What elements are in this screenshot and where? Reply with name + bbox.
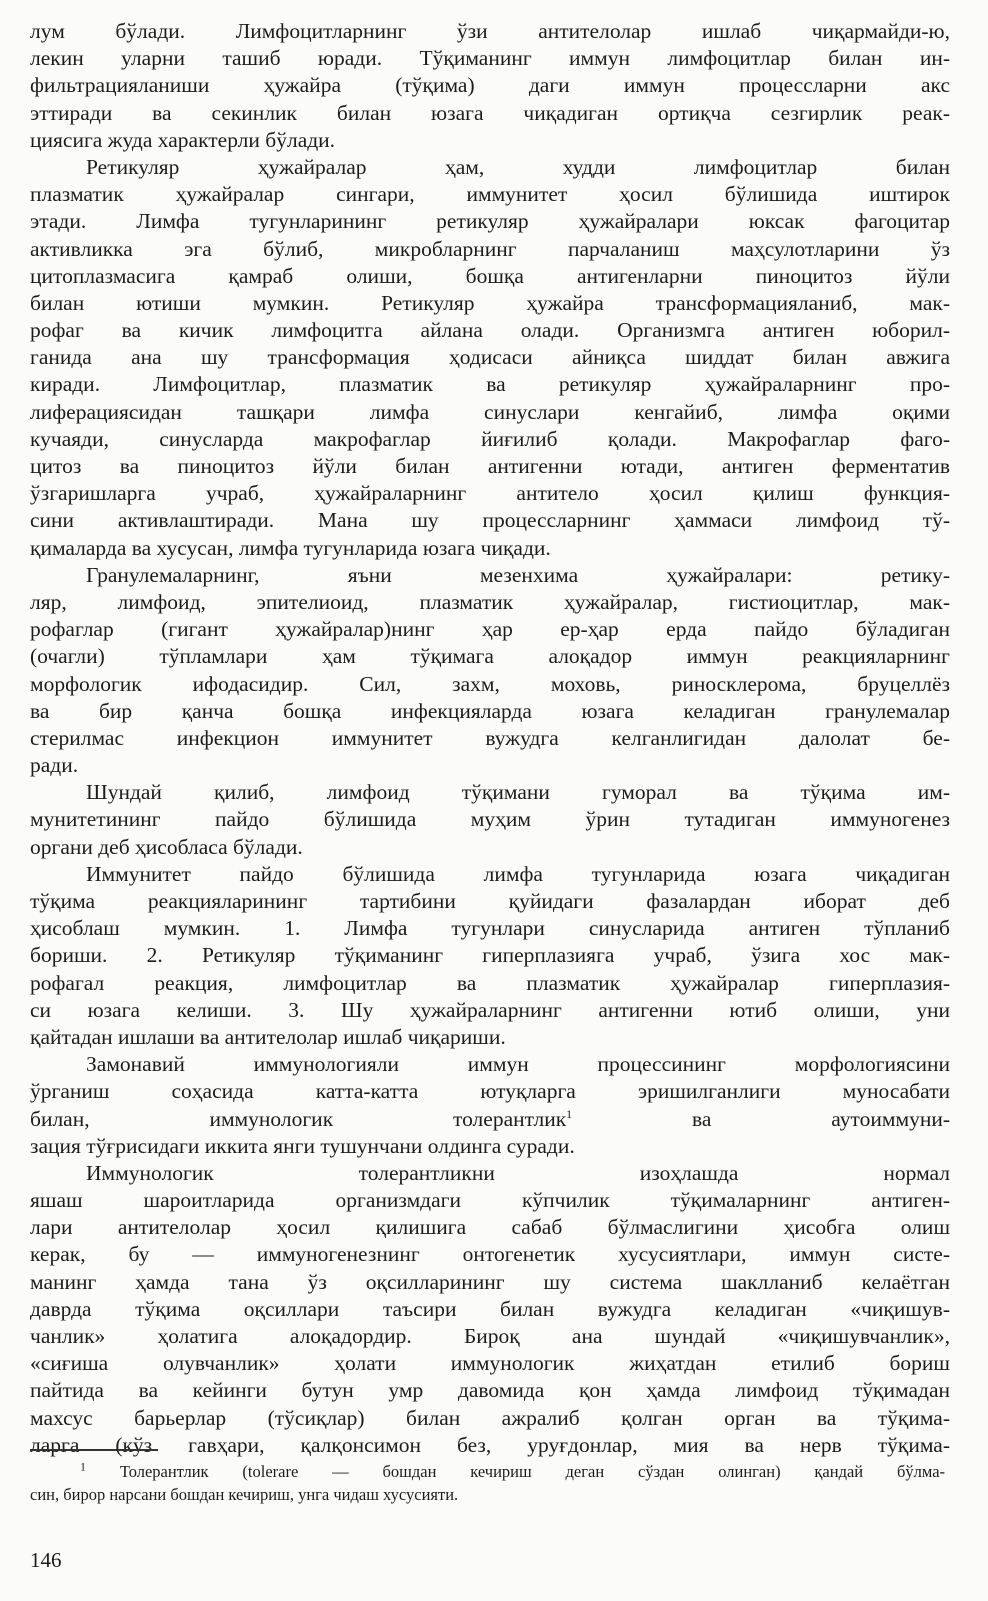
text-line: (очагли) тўпламлари ҳам тўқимага алоқадор иммун реакцияларнинг [30, 644, 950, 669]
text-line: чанлик» ҳолатига алоқадордир. Бироқ ана шундай «чиқишувчанлик», [30, 1324, 950, 1348]
text-line: плазматик ҳужайралар сингари, иммунитет ҳосил бўлишида иштирок [30, 182, 950, 207]
text-line: манинг ҳамда тана ўз оқсилларининг шу система шаклланиб келаётган [30, 1269, 950, 1294]
text-line: органи деб ҳисобласа бўлади. [30, 834, 303, 859]
text-line: махсус барьерлар (тўсиқлар) билан ажралиб қолган орган ва тўқима- [30, 1405, 950, 1430]
text-line: ўрганиш соҳасида катта-катта ютуқларга эришилганлиги муносабати [30, 1079, 950, 1104]
text-line: даврда тўқима оқсиллари таъсири билан вужудга келадиган «чиқишув- [30, 1296, 950, 1321]
page-number: 146 [30, 1548, 62, 1572]
text-line: ганида ана шу трансформация ҳодисаси айниқса шиддат билан авжига [30, 345, 950, 370]
text-line: қайтадан ишлаши ва антителолар ишлаб чиқариши. [30, 1024, 506, 1049]
text-line: билан ютиши мумкин. Ретикуляр ҳужайра трансформацияланиб, мак- [30, 290, 950, 315]
text-line: мунитетининг пайдо бўлишида муҳим ўрин тутадиган иммуногенез [30, 807, 950, 832]
text-line: цитоз ва пиноцитоз йўли билан антигенни ютади, антиген ферментатив [30, 454, 950, 478]
text-line: лиферациясидан ташқари лимфа синуслари кенгайиб, лимфа оқими [30, 399, 950, 424]
text-line: пайтида ва кейинги бутун умр давомида қон ҳамда лимфоид тўқимадан [30, 1378, 950, 1403]
text-line: ляр, лимфоид, эпителиоид, плазматик ҳужайралар, гистиоцитлар, мак- [30, 589, 950, 614]
text-segment: ва аутоиммуни- [692, 1106, 950, 1131]
footnote-divider [30, 1449, 158, 1451]
text-line: рофаг ва кичик лимфоцитга айлана олади. Организмга антиген юборил- [30, 318, 950, 343]
text-segment: билан, иммунологик толерантлик [30, 1106, 567, 1131]
text-line: керак, бу — иммуногенезнинг онтогенетик хусусиятлари, иммун систе- [30, 1242, 950, 1267]
text-line: зация тўғрисидаги иккита янги тушунчани олдинга суради. [30, 1133, 575, 1158]
text-line: стерилмас инфекцион иммунитет вужудга келганлигидан далолат бе- [30, 725, 950, 750]
text-line: «сиғиша олувчанлик» ҳолати иммунологик жиҳатдан етилиб бориш [30, 1351, 950, 1376]
paragraph-start-line: Иммунитет пайдо бўлишида лимфа тугунларида юзага чиқадиган [86, 861, 950, 886]
text-line: лекин уларни ташиб юради. Тўқиманинг иммун лимфоцитлар билан ин- [30, 46, 950, 71]
text-line: ларга (кўз гавҳари, қалқонсимон без, уруғдонлар, мия ва нерв тўқима- [30, 1432, 950, 1457]
footnote-marker: 1 [80, 1459, 86, 1474]
paragraph-start-line: Гранулемаларнинг, яъни мезенхима ҳужайралари: ретику- [86, 562, 950, 587]
footnote [30, 1460, 945, 1506]
text-line: морфологик ифодасидир. Сил, захм, моховь, риносклерома, бруцеллёз [30, 671, 950, 696]
text-line: кучаяди, синусларда макрофаглар йиғилиб қолади. Макрофаглар фаго- [30, 426, 950, 451]
text-line: ради. [30, 753, 79, 778]
text-line: лари антителолар ҳосил қилишига сабаб бўлмаслигини ҳисобга олиш [30, 1215, 950, 1240]
text-line: киради. Лимфоцитлар, плазматик ва ретикуляр ҳужайраларнинг про- [30, 372, 950, 397]
text-line: си юзага келиши. 3. Шу ҳужайраларнинг антигенни ютиб олиши, уни [30, 997, 950, 1022]
paragraph-start-line: Шундай қилиб, лимфоид тўқимани гуморал ва тўқима им- [86, 780, 950, 805]
footnote-line [30, 1460, 945, 1483]
text-line: фильтрацияланиши ҳужайра (тўқима) даги иммун процессларни акс [30, 73, 950, 98]
text-line: циясига жуда характерли бўлади. [30, 127, 336, 152]
text-line: қималарда ва хусусан, лимфа тугунларида юзага чиқади. [30, 535, 551, 560]
footnote-text: Толерантлик (tolerare — бошдан кечириш деган сўздан олинган) қандай бўлма- [119, 1462, 946, 1481]
text-line: лум бўлади. Лимфоцитларнинг ўзи антителолар ишлаб чиқармайди-ю, [30, 19, 950, 43]
text-line: рофаглар (гигант ҳужайралар)нинг ҳар ер-ҳар ерда пайдо бўладиган [30, 617, 950, 642]
text-line: ўзгаришларга учраб, ҳужайраларнинг антитело ҳосил қилиш функция- [30, 481, 950, 506]
text-line: рофагал реакция, лимфоцитлар ва плазматик ҳужайралар гиперплазия- [30, 970, 950, 995]
paragraph-start-line: Иммунологик толерантликни изоҳлашда нормал [86, 1160, 950, 1185]
text-line: ҳисоблаш мумкин. 1. Лимфа тугунлари синусларида антиген тўпланиб [30, 916, 950, 941]
text-line: тўқима реакцияларининг тартибини қуйидаги фазалардан иборат деб [30, 889, 950, 913]
paragraph-start-line: Замонавий иммунологияли иммун процессининг морфологиясини [86, 1052, 950, 1077]
footnote-reference[interactable]: 1 [566, 1106, 573, 1121]
text-line: эттиради ва секинлик билан юзага чиқадиган ортиқча сезгирлик реак- [30, 100, 950, 125]
text-line: яшаш шароитларида организмдаги кўпчилик тўқималарнинг антиген- [30, 1188, 950, 1213]
body-text [30, 18, 950, 1459]
text-line-with-footnote-ref [30, 1106, 950, 1133]
text-line: сини активлаштиради. Мана шу процессларнинг ҳаммаси лимфоид тў- [30, 508, 950, 533]
text-line: ва бир қанча бошқа инфекцияларда юзага келадиган гранулемалар [30, 698, 950, 723]
footnote-line: син, бирор нарсани бошдан кечириш, унга чидаш хусусияти. [30, 1485, 459, 1504]
text-line: бориши. 2. Ретикуляр тўқиманинг гиперплазияга учраб, ўзига хос мак- [30, 943, 950, 968]
text-line: активликка эга бўлиб, микробларнинг парчаланиш маҳсулотларини ўз [30, 236, 950, 261]
text-line: этади. Лимфа тугунларининг ретикуляр ҳужайралари юксак фагоцитар [30, 209, 950, 234]
paragraph-start-line: Ретикуляр ҳужайралар ҳам, худди лимфоцитлар билан [86, 154, 950, 179]
text-line: цитоплазмасига қамраб олиши, бошқа антигенларни пиноцитоз йўли [30, 263, 950, 288]
